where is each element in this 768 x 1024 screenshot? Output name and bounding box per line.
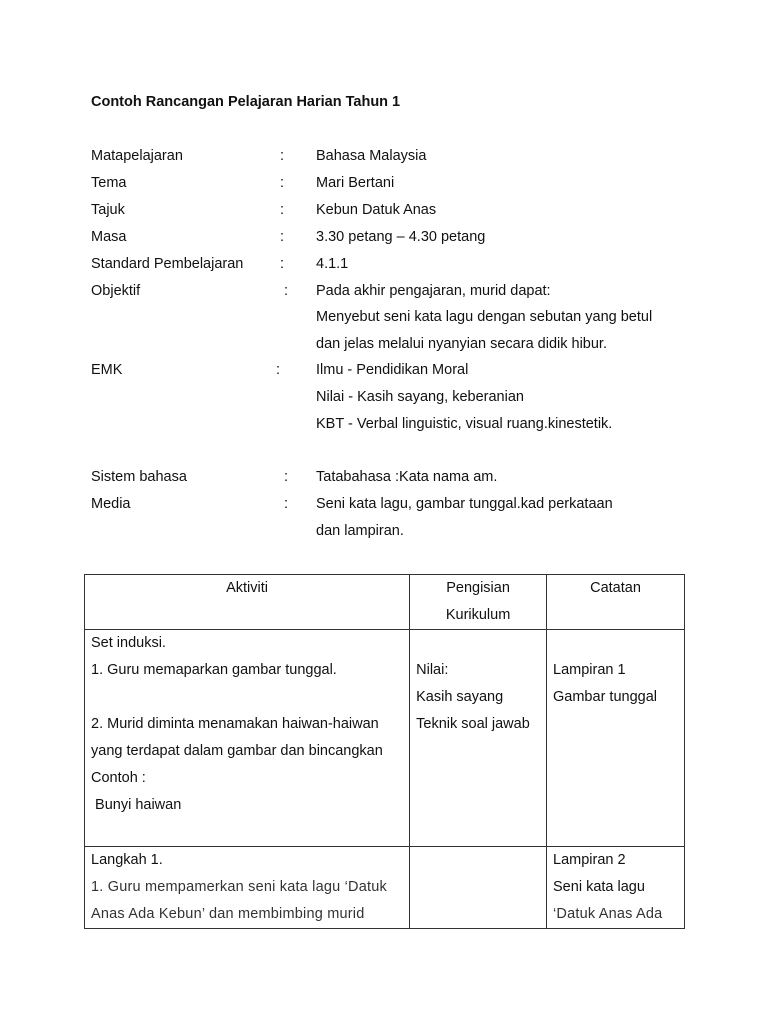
field-value-matapelajaran: Bahasa Malaysia	[316, 148, 427, 164]
table-row	[85, 847, 685, 929]
field-colon: :	[284, 496, 289, 512]
field-label-masa: Masa	[91, 229, 127, 245]
field-colon: :	[280, 256, 285, 272]
field-value-emk-line: Ilmu - Pendidikan Moral	[316, 362, 469, 378]
cell-line: Nilai:	[416, 662, 449, 678]
page-title: Contoh Rancangan Pelajaran Harian Tahun 1	[91, 94, 401, 110]
field-label-matapelajaran: Matapelajaran	[91, 148, 183, 164]
field-value-sistem-bahasa: Tatabahasa :Kata nama am.	[316, 469, 498, 485]
field-value-objektif-line: dan jelas melalui nyanyian secara didik hibur.	[316, 336, 607, 352]
cell-line: Lampiran 1	[553, 662, 626, 678]
field-value-tema: Mari Bertani	[316, 175, 395, 191]
cell-line: yang terdapat dalam gambar dan bincangkan	[91, 743, 383, 759]
field-value-masa: 3.30 petang – 4.30 petang	[316, 229, 486, 245]
cell-line: Seni kata lagu	[553, 879, 645, 895]
cell-line	[416, 630, 540, 657]
field-value-standard: 4.1.1	[316, 256, 349, 272]
field-colon: :	[284, 469, 289, 485]
cell-line: ‘Datuk Anas Ada	[553, 906, 663, 922]
field-value-tajuk: Kebun Datuk Anas	[316, 202, 437, 218]
field-colon: :	[280, 229, 285, 245]
cell-aktiviti	[85, 630, 410, 847]
field-label-objektif: Objektif	[91, 283, 141, 299]
cell-line: Lampiran 2	[553, 852, 626, 868]
header-catatan-label: Catatan	[590, 580, 641, 596]
header-pengisian	[410, 575, 547, 630]
field-colon: :	[280, 175, 285, 191]
field-label-tema: Tema	[91, 175, 127, 191]
field-value-emk-line: Nilai - Kasih sayang, keberanian	[316, 389, 524, 405]
cell-line: 1. Guru memaparkan gambar tunggal.	[91, 662, 337, 678]
cell-line: Contoh :	[91, 770, 146, 786]
cell-line: Kasih sayang	[416, 689, 504, 705]
field-value-emk-line: KBT - Verbal linguistic, visual ruang.kinestetik.	[316, 416, 613, 432]
cell-line	[91, 684, 403, 711]
field-colon: :	[276, 362, 281, 378]
field-label-emk: EMK	[91, 362, 123, 378]
field-value-objektif-line: Pada akhir pengajaran, murid dapat:	[316, 283, 551, 299]
field-colon: :	[284, 283, 289, 299]
header-catatan	[547, 575, 685, 630]
cell-line: Set induksi.	[91, 635, 166, 651]
field-value-media-line: Seni kata lagu, gambar tunggal.kad perkataan	[316, 496, 613, 512]
cell-line: Gambar tunggal	[553, 689, 657, 705]
cell-line: 1. Guru mempamerkan seni kata lagu ‘Datuk	[91, 879, 387, 895]
header-aktiviti	[85, 575, 410, 630]
lesson-plan-table	[84, 574, 685, 929]
table-header-row	[85, 575, 685, 630]
cell-line: Anas Ada Kebun’ dan membimbing murid	[91, 906, 365, 922]
header-aktiviti-label: Aktiviti	[226, 580, 269, 596]
cell-aktiviti	[85, 847, 410, 929]
field-label-standard: Standard Pembelajaran	[91, 256, 244, 272]
cell-pengisian	[410, 847, 547, 929]
header-pengisian-label: Pengisian	[446, 580, 510, 596]
field-label-sistem-bahasa: Sistem bahasa	[91, 469, 187, 485]
field-label-tajuk: Tajuk	[91, 202, 125, 218]
table-row	[85, 630, 685, 847]
field-value-objektif-line: Menyebut seni kata lagu dengan sebutan yang betul	[316, 309, 653, 325]
field-colon: :	[280, 148, 285, 164]
cell-line: Bunyi haiwan	[91, 797, 182, 813]
cell-line	[553, 630, 678, 657]
cell-catatan	[547, 847, 685, 929]
cell-line: Langkah 1.	[91, 852, 163, 868]
cell-line: 2. Murid diminta menamakan haiwan-haiwan	[91, 716, 379, 732]
cell-pengisian	[410, 630, 547, 847]
field-label-media: Media	[91, 496, 131, 512]
field-colon: :	[280, 202, 285, 218]
field-value-media-line: dan lampiran.	[316, 523, 404, 539]
cell-catatan	[547, 630, 685, 847]
header-pengisian-label: Kurikulum	[445, 607, 511, 623]
cell-line: Teknik soal jawab	[416, 716, 530, 732]
